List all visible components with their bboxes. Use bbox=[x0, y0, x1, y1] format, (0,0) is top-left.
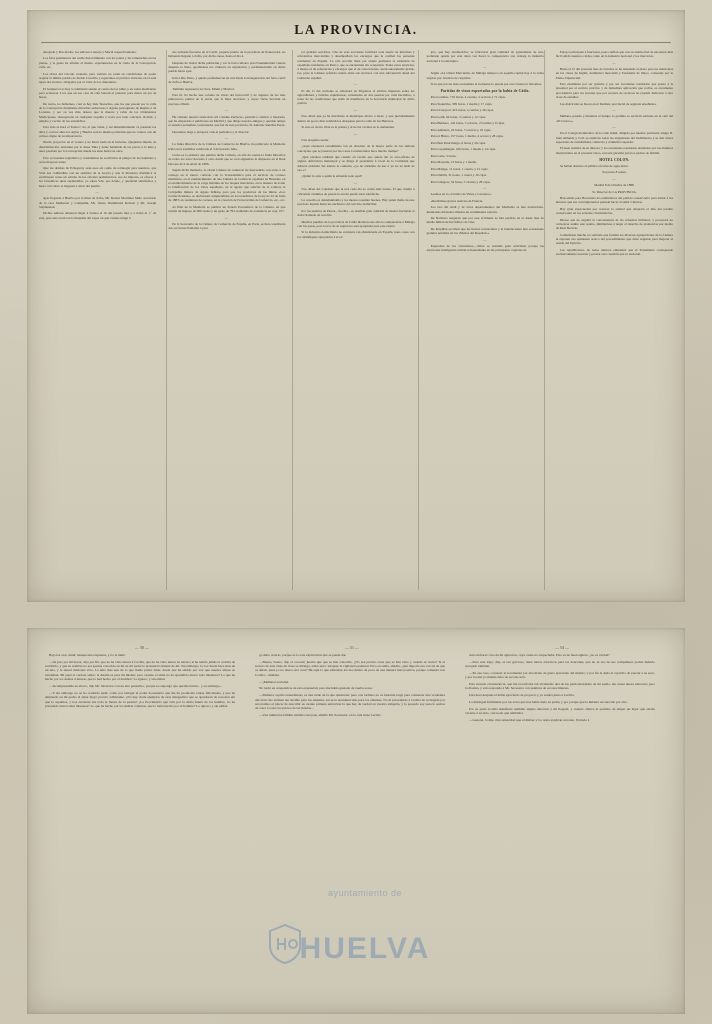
article-paragraph: La cosecha es abundantísima y los mostos resultan buenos. Hay quien llama de este precioso líquido hasta los enchorros del servicio domiciliar. bbox=[297, 198, 415, 207]
book-paragraph: —Y sin embargo no se ha ocultado nada: como por tentajar el poder documento que me ha producido tantas felicidades, y que he empleado en mi pecho el amor mayo pronto: adiviname. ¿No hay cierta ejemplos de esas sinuppática que se apardoran de nosotros sin que lo sepamos, y nos arrastran sus toda la fuerza de la pasión? ¿La Providencia que vela por la dicha futura de los humbre, no ha prevenido nunca tales misiones? Lo que ha hecho por los demas criaturas, que lo habrá hecho por el hombre? Lo ignoro; y sin embar bbox=[45, 690, 235, 709]
watermark-line1: ayuntamiento de bbox=[327, 888, 403, 898]
article-paragraph: Si la industria domiciliaria no estuviera tan abandonada en España, pues cosas con los alambiques apropiados á el ob bbox=[297, 230, 415, 239]
column-divider bbox=[418, 50, 419, 590]
article-paragraph: El Guipuzcoí es hoy á continuará siendo el centro de los niños y en salon inexhausto para acatuacer á los que en esa casa de café buscan el pretexto para matar un par de horas. bbox=[39, 86, 157, 100]
article-paragraph: Para Marsella, 13 botas y 1 media. bbox=[430, 160, 477, 165]
article-paragraph: Esta enseñanza por ser gratuita y por ser excelentes resultados que presta á la juventud por el estricto práctico y de inmediata aplicación que recibe, es encumenta procedencia para los jóvenes que por escasez de recursos no pueden dedicarse á otra clase de estudios. bbox=[555, 82, 674, 100]
article-paragraph: sus arribada fueronsa en el Carril, paquete puerto de la provincia de Pontevedra, no habiendo llegado á Zafra, por dicha causa, hasta el día 4. bbox=[168, 50, 286, 59]
column-divider bbox=[292, 50, 293, 590]
item-separator: — bbox=[612, 108, 617, 113]
article-paragraph: Para Burdeos, 142 botas, 7 octavas, 2 barriles y 9 cajas. bbox=[430, 121, 505, 126]
article-paragraph: Por los pueblos de Paterá—Sevilla—se destilan gran cantidad de mostos haciendo el dulce llamado de resolvís. bbox=[297, 208, 415, 218]
item-separator: — bbox=[612, 60, 617, 65]
page-number: — 51 — bbox=[345, 645, 359, 650]
article-paragraph: Para Glasgow, 34 botas, 5 cuartas y 28 cajas. bbox=[430, 179, 491, 184]
item-separator: — bbox=[95, 190, 100, 194]
book-paragraph: Bajo las oíos, dudé, busque una respuesta, y no la hallé. bbox=[49, 652, 126, 657]
book-columns bbox=[45, 646, 667, 998]
book-paragraph: —Os juro por mi honor, dijo por fin, que no he visto nunca á Cecilia, que no he visto nunca su retrato; sí he tenido jamás la codicia de escribirla, y que su nombre no era apenas conocido en mí de mí padre le pronunció delante de mí. Sin embargo, la voz desde hace mas de un año, y la nuncé misiones viva. La amo mas aun de lo que mudo pudor amar, desde que he sabido por voz que nuestra alzase se extendían. Mi papá la verdad, señor; la detalle es para mí mismo; pero cuando el alma no ha aprendido nunca todo misterios? Lo que ha hecho por los demas criaturas, que lo had hecho por el hombre? Lo ignoro; y sin embar bbox=[45, 659, 235, 682]
article-paragraph: ¿Aquí obedeced retraimiento tan en absoluto de la mayor parte de los señores concejales que se pasaron por las Casas Consistoriales hace mucho tiempo? bbox=[297, 144, 415, 153]
book-column-1 bbox=[45, 646, 245, 998]
article-paragraph: Esta sólo se hará el Teatro?, nó, el que viene, y así inmediatamente va pasando los años y con los años los siglos y Huelva será la misma población que no conoce con un coliseo digno de su importancia. bbox=[39, 125, 157, 138]
article-paragraph: Abogado y Procurador, los señores Consejo y Maciá respectivamente. bbox=[43, 50, 137, 54]
book-column-2 bbox=[245, 646, 455, 998]
article-paragraph: ¿Qué obedece también que cuando en vecino que quiere dar ve acta-eficiso de alguna deficiencia municipal y se dirige al presidente á vocal de la Comisión que debiera entender del asunto le contesta, «yo no entiendo de eso ó yó no sé nada de eso.»? bbox=[297, 155, 415, 172]
item-separator: — bbox=[483, 65, 488, 70]
article-paragraph: Ayer llegaron á Huelva por la línea de Zafra, Mr. Robert Mortimer Meir, secretario de la casa Matheson y Compañía, Mr. James Drummond Robson y Mr. Joseph Stephenson. bbox=[39, 196, 157, 209]
newspaper-column-1 bbox=[39, 50, 162, 590]
article-paragraph: jeto, que hay establecidos; se fabricaría gran cantidad de aguardiente de uva, podiendo quizás por esta díara vez hacer la competencia con ventaja la industria nacional á la extranjera. bbox=[426, 50, 544, 63]
article-paragraph: Dícese que no seguirá la conveniencia de las reformas militares, y procurará no convencer aunho este asunto, limitándose á negar el derecho de plantearlas por medio de Real Decreto. bbox=[555, 217, 674, 231]
article-paragraph: Nos dicen del Condado que la uva cada día se cotiza más barata. El que vendió á cincuenta céntimos de peseta la arroba puede estar satisfecho. bbox=[297, 187, 415, 196]
article-paragraph: Hasta el 15 del presente mes de Octubre se ha ampliado el plazo para las matrículas en las clases de Inglés, Aritmética mercantil y Teneduría de libros, costeadas por la Exma. Diputación. bbox=[555, 67, 674, 80]
article-paragraph: Europa principian á funcionar, pues confían que con su auxilio han de encontrar más fácil salida nuestros caldos, tanto en la industria nacional y los mercados. bbox=[555, 50, 674, 59]
book-paragraph: —¡Mañana! exclamé. bbox=[259, 679, 289, 684]
article-paragraph: En el Colegio Politécnico de la calle Odiel, dirigido por nuestro particular amigo D. Juan Almeida y Coll, se explican todas las asignaturas del bachillerato y se dan clases especiales de contabilidad, comercio y aritmética superior. bbox=[555, 131, 674, 144]
masthead-rule bbox=[41, 42, 671, 43]
item-separator: — bbox=[612, 176, 617, 181]
article-paragraph: Al final de la Memoria se publicó un Estado Económico de la Cámara, en que resulta un ingreso de 900 reales y un gasto de 793, habiendo de existencia en caja, 107. bbox=[168, 204, 286, 214]
book-paragraph: —Mañana; repitió entendiendo, es una tarde de la que quisierais: pero con tachnos no es bastante larga para comenzar una verdadera afección: me animan tan terrible para los amantes, así se te eternidad sino para los amantes. No di prevennido á Cecilia de tu llegada por recorramos el placer de describir en cuanto primera entrevista lo que hay de verdad en vuestra simpatía, y lo aprendo soy para lo somos de creer á todos los juicios de las tiendas... bbox=[255, 693, 445, 711]
article-paragraph: Para Amberes, 22 botas, 7 octavas y 10 cajas. bbox=[430, 127, 492, 132]
article-paragraph: Dichos señores debieron llegar á Lisboa el 10 del pasado mes y á Zafra al 1.º de este, pero una avería en la máquina del vapor en que venían obligó á bbox=[39, 211, 157, 220]
article-paragraph: Para Copenhague, 106 botas, 1 media y 14 cajas. bbox=[430, 147, 497, 152]
book-paragraph: La distingué fácilmente por los actos que nos había dado su padre, y por porque que la hubiera reconocido por ello. bbox=[469, 699, 628, 704]
item-separator: — bbox=[224, 215, 229, 220]
article-paragraph: El buen nombre de su director y los excelentes resultados obtenidos por tos alumnos matriculados en el presente curso, son una garantía para los padres de familia. bbox=[555, 146, 674, 155]
newspaper-columns bbox=[39, 50, 673, 590]
item-separator: — bbox=[483, 186, 488, 191]
article-paragraph: Esperanza de los viticultores.—Entre se reanuda gran actividad, porque las estaciones inteligentes envían recientemente en las principales capitales de bbox=[426, 244, 544, 253]
book-paragraph: Por su parte Cecilia manifestó también alguna emoción y mi llegada, y cuando obtuve el permiso de empar un lugar que estaba vacante á su lado, creí notar que temblaba. bbox=[465, 706, 655, 716]
book-paragraph: —Pero este traje; dije, es tan gracioso, tiene tantos atractivos para las doncellas, que no sé eso de sus compañeras podría haberlo escogido también. bbox=[465, 659, 655, 668]
article-paragraph: Como es la primera que publica dicha Cámara, en ella da cuenta la Junta Directiva de todos los actos llevados á cabo desde que se creó siguiendo la dispuesto en el Real Decreto de 9 de Abril de 1886. bbox=[168, 153, 286, 166]
article-paragraph: Nuedo proyector en el verano y no hacer nada en el invierno. Quejamos mucho de discriminación, declamar por la diosa Talía y nada; habiéndo de las parras ó la luna y unos pasaban por la Concepción donde los siete hasta las once. bbox=[39, 140, 157, 154]
article-paragraph: Han salido para Barcelona los exministros del partido conservador para asistir á los honores que sus correligionarios piensan hacer al señor Cánovas. bbox=[555, 196, 674, 205]
article-paragraph: tar grandes servicios. Una de esas secciones facilitará toda suerte de informes y referencias mercantiles y desempeñará los encargos que le confíen los personas residentes en España. La otra sección tiene por objeto gestionar la extensión de españoles residentes en París y que se encuentren sin ocupación. Todos estos servicios, á menos el de referencias y encargos que el de colocaciones, serán enteramente gratuitos, pues la Cámara referida cuenta entre sus recursos con una subvención anual del Gobierno español. bbox=[297, 50, 415, 80]
column-divider bbox=[166, 50, 167, 590]
article-paragraph: Para el Havre, 157 botas, 1 media, 4 octava y 28 cajas. bbox=[430, 134, 504, 139]
article-paragraph: Muchos pueblos de la provincia de Cádiz hiciéron este año la competencia á Málaga con las pasas, pero la uva de su región no está apropiada para este objeto. bbox=[297, 219, 415, 228]
article-paragraph: De teatro, no hablemos, cual es hoy más Teatorilos, que los que pasean por la calle de la Concepción duramente mirachas seductoras á alguna parroquiana de Regino ó de Lorenzo, y por su vea más deseos que la muerte y rabia de los Ordenanzas Municipales, desesperada en cualquier esquina á acera por todo concejal, alcalde, y empleo y vecino de los autodichos. bbox=[39, 101, 157, 123]
newspaper-column-2 bbox=[162, 50, 291, 590]
article-paragraph: Su precio 8 reales. bbox=[602, 170, 627, 175]
article-paragraph: Para Leith, 94 botas, 5 cuartas y 12 cajas. bbox=[430, 114, 487, 119]
item-separator: — bbox=[483, 237, 488, 242]
book-paragraph: —En ese caso, coronelí, la recomenzó por una mano de gusto apreciado del mundo; y por fin la dada el capricho de preciar á su seco, y por la etad yo misma debo de reconocerla. bbox=[465, 670, 655, 680]
article-paragraph: De Perpiñan escriben que las lluvias torrenciales y la inundaciones han ocasionado grandes pérdidas en los viñedos del Roselton.» bbox=[426, 226, 544, 236]
book-paragraph: No tardó en arrepentirse de esta expansión; pero me había gustado de vuelta acaso. bbox=[259, 686, 373, 691]
article-paragraph: Para Stokolmo, 309 botas, 1 media y 17 cajas. bbox=[430, 101, 493, 106]
watermark-line2: HUELVA bbox=[299, 932, 431, 965]
article-paragraph: ¿Quién le sabe ó quién le entiende todo aquí? bbox=[301, 174, 363, 179]
book-paragraph: —Una numerosa familia cubilava del país, añadió Mr. Sevessior, en la cual tiene Cecilia bbox=[259, 713, 381, 718]
article-paragraph: Comiénzase mucho el contraste que forman los diversos agrupaciones de la Cámara al exponer sus opiniones acerca del procedimiento que debe seguirse para mejorar el estado del Ejército. bbox=[555, 232, 674, 246]
article-paragraph: Hay gran expectación por conocer la actitud que adoptará el Jefe del partido conservador en los actuales circunstancias. bbox=[555, 206, 674, 216]
article-paragraph: Los fríos prematuros del otoño han terminado con los panes y las remolachas en las plazas, y la gente ha afluido al monte, esperanzados en la caída de la Concepcion, calle, etc. bbox=[39, 56, 157, 70]
article-paragraph: Sr. Director de LA PROVINCIA. bbox=[592, 189, 637, 194]
article-paragraph: Una pregunta suelta. bbox=[301, 137, 329, 142]
item-separator: — bbox=[353, 82, 359, 87]
article-paragraph: En la Secretaría de la Cámara de Comercio de España, en París, se han constituido dos secciones llamadas á pres bbox=[168, 221, 286, 231]
article-paragraph: Los republicanos, de todos matices entienden que el Parlamento corresponde exclusivamente resolver y prestar esta cuestión que es nacional. bbox=[555, 247, 674, 257]
item-separator: — bbox=[353, 180, 359, 185]
article-paragraph: De Narbona aseguran que por este accidente se han perdido en el Aude mas de medio millón de hectólitros de vino. bbox=[426, 216, 544, 225]
article-paragraph: «Recibimos graves noticias de Francia. bbox=[430, 198, 484, 203]
article-paragraph: Ha visitado nuestra redacción «El Cantino Perfecto» periódico católico é ilustrado, que ha empezado á publicarse en Madrid y que dirige nuestro antiguo y querido amigo el senador periodista, Gobernador que fué de esta provincia, D. Antonio Sanchez Perez. bbox=[168, 114, 286, 128]
article-paragraph: Para Lonbres, 716 botas, 4 cuartas, 2 octavas y 71 cajas. bbox=[430, 95, 506, 100]
newspaper-column-3 bbox=[291, 50, 420, 590]
article-paragraph: Para Dublín, 31 botas, 1 cuarta y 10 cajas. bbox=[430, 173, 487, 178]
book-paragraph: —General, la dije, mas temeridad que el disfraz y la careta explican un tanto. Entrado á bbox=[469, 717, 590, 722]
article-paragraph: Las matrículas se hacen en el Instituto provincial de segunda enseñanza. bbox=[559, 101, 657, 106]
column-heading: Partidas de vinos exportadas por la bahía de Cádiz. bbox=[440, 89, 530, 94]
article-paragraph: Irán á Río Tinto, y quizás permanezcan en esta hasta la inauguración del ferro-carril de Zafra á Huelva. bbox=[168, 75, 286, 85]
article-paragraph: Nos dicen que ya ha marchado el municipio álcaro á Jerez, y que probablemente dentro de pocos días vendrán los alsaqueos para la calle de los Herreros. bbox=[297, 114, 415, 123]
article-paragraph: Para Cette, 5 botas. bbox=[430, 153, 457, 158]
book-paragraph: Una hora después el habla ejercitado su proyecto y yo estaba junto á Cecilia. bbox=[469, 693, 575, 698]
item-separator: — bbox=[224, 136, 229, 141]
article-paragraph: Esto es bastante legislativo y contribuírse no escribirlos al peligro de los leemidos y otros mayores antes. bbox=[39, 155, 157, 164]
article-paragraph: Leemos en la «Crónica de Vinos y Cereales:» bbox=[430, 192, 492, 197]
newspaper-column-5 bbox=[550, 50, 673, 590]
column-divider bbox=[544, 50, 545, 590]
article-paragraph: Si esto es cierto, libre es la prensa y al no las vecinos se lo demanden. bbox=[301, 125, 395, 130]
book-paragraph: go debo creerlo, porque es la sola explicación que se puede dar. bbox=[259, 652, 347, 657]
book-paragraph: Esta escuela circunstancia, que me reconforba tan vivamente una de las particularidades de mi sueño, me causó nueva emoción; pero la diosinó, y sólo responda á Mr. Sevessior con palabras de reconocimiento. bbox=[465, 681, 655, 691]
article-paragraph: Esta fó, ha hecho una colonia de vistas del ferrocarril y de algunos de los más pintorescos puntos de la sierra que la línea atraviesa, y cuyas vistas llevarán un precioso álbum. bbox=[168, 93, 286, 106]
article-paragraph: Que los dramas de Echegaray sean esos así como de tetralogía para nuestros, que Vian sea confundido con un semitice de la Gracia y que la literatura dramática la escribiesen como un adorno de los oficales prehistóricos, eso no importa, es ofrecer á los farsantices unas espléndidas, ya sabes Vds, por dónde, y quedarán satisfechos y hasta con cobro si llegasen á obrar del pueblo. bbox=[39, 166, 157, 188]
article-paragraph: También regresaron los Sres. Mium y Maybol. bbox=[172, 86, 235, 91]
book-paragraph: —Bueno, bueno, dijo el coronel; juraría que que se han conocido. ¿No sea preciso creer que se han visto y cuando es cierto? Si el secreto de esta clase de clase se divulgó, adios puro: adopese la vigilancia paternal. Pero en suma, añadió, ¿qué importa eso con tal de que os amais, pues yo no deseo otra cosa? Hé aquí lo que sabremos los dos dentro de poco de una manera mas positiva, porque comenzó con Cecilia... mañana. bbox=[255, 659, 445, 677]
article-paragraph: Para Liverpool, 416 botas, 4 cuartas y 49 cajas. bbox=[430, 108, 494, 113]
newspaper-column-4 bbox=[421, 50, 550, 590]
article-paragraph: Después de visitar dicha población y ver la feria calleara para Fuenteheridos viendo después la línea, operándose los cantores en explotarlos y permaneciendo en dicho pueblo hasta ayer. bbox=[168, 60, 286, 74]
article-paragraph: Si lo que por un lado economiza el Gobierno lo pierde por otro: bueno lo llevamos. bbox=[430, 82, 542, 87]
book-paragraph: —Incomprensible en efecto, dijo Mr. Sáversior con un aire pensativo, porque no supongo que queráis burlar... y en embargo... bbox=[49, 684, 223, 689]
item-separator: — bbox=[353, 107, 359, 112]
article-paragraph: La Junta Directiva de la Cámara de Comercio de Huelva, ha publicado la Memoria leída en la asamblea celebrada el 3 del pasado Julio. bbox=[168, 142, 286, 151]
book-sheet bbox=[27, 628, 685, 1014]
item-separator: — bbox=[353, 131, 359, 136]
page-number: — 50 — bbox=[135, 645, 149, 650]
article-paragraph: Para Bon Petersburgo, 6 botas y 26 cajas. bbox=[430, 140, 486, 145]
newspaper-sheet bbox=[27, 10, 685, 602]
article-paragraph: Deseamos larga y próspera vida al periódico y al director. bbox=[172, 129, 250, 134]
book-paragraph: asió sin hacer caso de mi agitación, cuya causa no sospechaba. Esto es de buen agüero, ¿no es verdad? bbox=[469, 652, 610, 657]
article-paragraph: Los ríos del Audi y de otros departamentos del Mediodía se han desbordado, inundando dilatados viñedos no ventimiados todavía. bbox=[426, 205, 544, 214]
item-separator: — bbox=[612, 125, 617, 130]
article-paragraph: Se hallan abiertos al público en latas de agua dulce. bbox=[559, 163, 629, 168]
article-paragraph: Según «La Union Mercantil» de Málaga tampoco en aquella capital hay á la venta tarjetas por. licencia de carpintas. bbox=[426, 71, 544, 80]
article-paragraph: El día 11 del corriente se subastará en Trigueros el arbitrio impuesto sobre los aguardientes y bebidas espirituosas, consistente en dos pesetas por cada hectólitro, á tenor de las condiciones que están de manifiesto en la Secretaría municipal de dicho pueblo. bbox=[297, 88, 415, 106]
page-number: — 54 — bbox=[555, 645, 569, 650]
book-column-3 bbox=[455, 646, 655, 998]
item-separator: — bbox=[224, 108, 229, 113]
column-heading: HOTEL COLON. bbox=[599, 158, 630, 163]
article-paragraph: Según dicha memoria, la citada Cámara de comercio ha intervenido con exito ó un consejo en el nuevo contrato con la Transatlántica para el servicio de correos marítimos, en el establecimiento de una Cámara de Comercio española en Bruselas, en el establecimiento de la carga máxima de los buques mercantes, en la manera de evitar la falsificación de los vinos españoles, en el ageste que solicitó de la Cámara la Compañía minera de Aguas Teñidas para que los productos de las minas «Los Confeccionistas» se declarasen comprendidos en los beneficios de la ley de 22 de Julio de 1883; en reuniones de correos, en la creación de Ferrocarriles de Comercio, etc., etc. bbox=[168, 168, 286, 203]
article-paragraph: Madrid 8 de Octubre de 1888. bbox=[594, 183, 635, 188]
article-paragraph: Mañana, pasado y mientras el tiempo lo permita se servirán sorbetes en el café del «El Correo.» bbox=[555, 114, 674, 123]
article-paragraph: Los obros del Círculo avanzan, pero todavía no están en condiciones de poder aceptar la última partida de molde á trecillo y esperamos el práctico invierno en el aula tapes del alcance, abrigados por el valor de los dinerantes. bbox=[39, 71, 157, 85]
masthead-title: LA PROVINCIA. bbox=[294, 22, 418, 37]
article-paragraph: Para Málaga, 11 botas, 1 cuarta, y 21 cajas. bbox=[430, 166, 489, 171]
